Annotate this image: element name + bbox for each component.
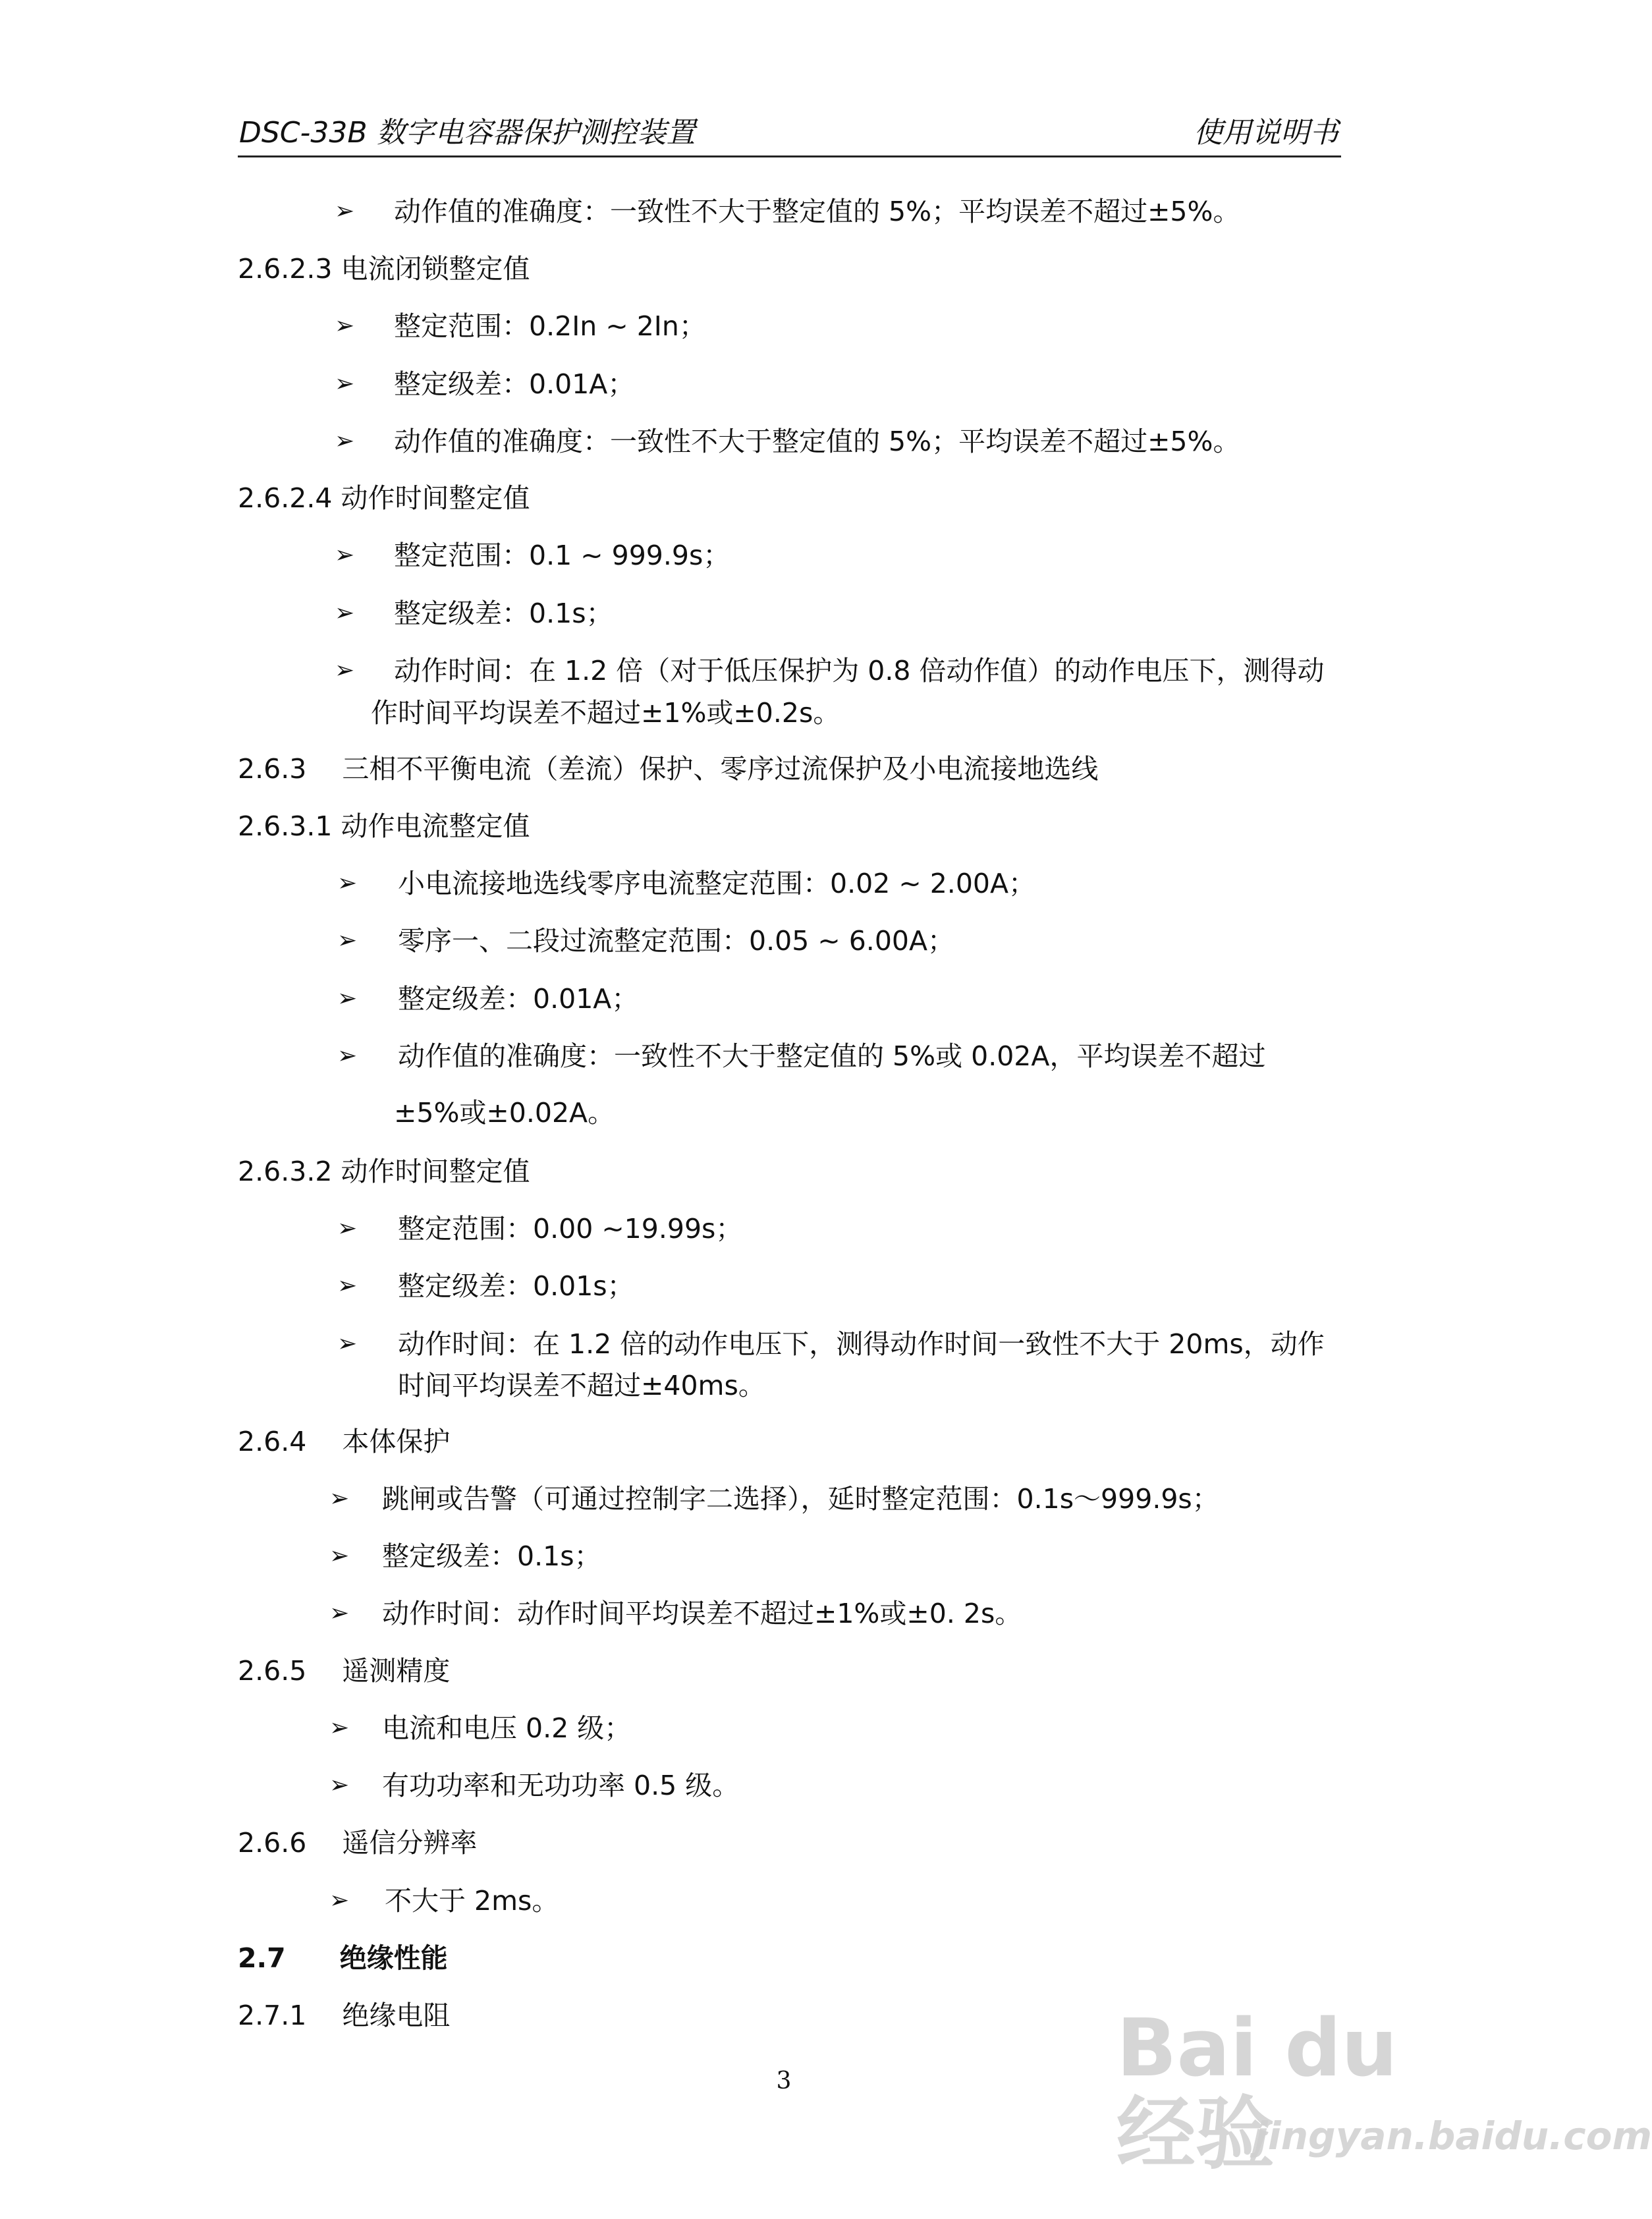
- section-heading: 2.6.2.4 动作时间整定值: [238, 482, 530, 514]
- arrow-bullet-icon: ➢: [329, 1887, 350, 1914]
- list-item-text: 动作时间：在 1.2 倍的动作电压下，测得动作时间一致性不大于 20ms，动作: [398, 1328, 1325, 1360]
- list-item-text: 整定级差：0.01s；: [398, 1270, 634, 1302]
- list-item-text: 电流和电压 0.2 级；: [382, 1712, 632, 1744]
- page-header: [238, 111, 1341, 157]
- arrow-bullet-icon: ➢: [337, 1330, 358, 1357]
- arrow-bullet-icon: ➢: [335, 198, 355, 225]
- arrow-bullet-icon: ➢: [329, 1600, 350, 1627]
- list-item-continuation: 时间平均误差不超过±40ms。: [398, 1370, 765, 1401]
- list-item-text: 跳闸或告警（可通过控制字二选择），延时整定范围：0.1s～999.9s；: [382, 1483, 1219, 1515]
- list-item-continuation: 作时间平均误差不超过±1%或±0.2s。: [371, 697, 840, 729]
- section-heading: 2.7 绝缘性能: [238, 1942, 448, 1974]
- list-item-text: 整定级差：0.1s；: [382, 1540, 601, 1572]
- arrow-bullet-icon: ➢: [337, 870, 358, 897]
- arrow-bullet-icon: ➢: [337, 1272, 358, 1299]
- list-item-text: 小电流接地选线零序电流整定范围：0.02 ~ 2.00A；: [398, 868, 1036, 899]
- list-item-text: 整定级差：0.01A；: [394, 368, 635, 400]
- section-heading: 2.6.6 遥信分辨率: [238, 1827, 478, 1859]
- page-number: 3: [776, 2067, 792, 2094]
- list-item-text: 动作时间：在 1.2 倍（对于低压保护为 0.8 倍动作值）的动作电压下，测得动: [394, 655, 1325, 687]
- arrow-bullet-icon: ➢: [335, 312, 355, 339]
- section-heading: 2.6.4 本体保护: [238, 1426, 451, 1457]
- list-item-text: 动作值的准确度：一致性不大于整定值的 5%；平均误差不超过±5%。: [394, 426, 1240, 457]
- arrow-bullet-icon: ➢: [335, 370, 355, 397]
- section-heading: 2.6.3 三相不平衡电流（差流）保护、零序过流保护及小电流接地选线: [238, 753, 1099, 785]
- arrow-bullet-icon: ➢: [337, 985, 358, 1012]
- arrow-bullet-icon: ➢: [329, 1485, 350, 1512]
- list-item-text: 动作值的准确度：一致性不大于整定值的 5%；平均误差不超过±5%。: [394, 196, 1240, 227]
- arrow-bullet-icon: ➢: [329, 1542, 350, 1569]
- section-heading: 2.6.2.3 电流闭锁整定值: [238, 253, 530, 285]
- header-title: DSC-33B 数字电容器保护测控装置: [239, 116, 696, 150]
- section-heading: 2.6.3.2 动作时间整定值: [238, 1156, 530, 1187]
- list-item-text: 动作时间：动作时间平均误差不超过±1%或±0. 2s。: [382, 1598, 1022, 1629]
- list-item-text: 整定范围：0.1 ~ 999.9s；: [394, 540, 730, 571]
- arrow-bullet-icon: ➢: [337, 1042, 358, 1069]
- list-item-text: 动作值的准确度：一致性不大于整定值的 5%或 0.02A，平均误差不超过: [398, 1040, 1266, 1072]
- list-item-text: 有功功率和无功功率 0.5 级。: [382, 1770, 740, 1801]
- list-item-text: 整定级差：0.1s；: [394, 598, 613, 629]
- arrow-bullet-icon: ➢: [329, 1714, 350, 1741]
- arrow-bullet-icon: ➢: [335, 657, 355, 684]
- baidu-watermark-logo: Bai du 经验: [1116, 2003, 1398, 2180]
- arrow-bullet-icon: ➢: [337, 1215, 358, 1242]
- list-item-text: 零序一、二段过流整定范围：0.05 ~ 6.00A；: [398, 925, 955, 957]
- arrow-bullet-icon: ➢: [337, 927, 358, 954]
- list-item-text: 不大于 2ms。: [385, 1885, 559, 1917]
- section-heading: 2.7.1 绝缘电阻: [238, 2000, 451, 2031]
- list-item-continuation: ±5%或±0.02A。: [394, 1097, 615, 1129]
- arrow-bullet-icon: ➢: [335, 428, 355, 455]
- arrow-bullet-icon: ➢: [335, 542, 355, 569]
- section-heading: 2.6.3.1 动作电流整定值: [238, 810, 530, 842]
- list-item-text: 整定范围：0.2In ~ 2In；: [394, 310, 706, 342]
- list-item-text: 整定范围：0.00 ~19.99s；: [398, 1213, 743, 1245]
- header-doc-type: 使用说明书: [1194, 116, 1338, 150]
- arrow-bullet-icon: ➢: [329, 1772, 350, 1799]
- watermark-url: jingyan.baidu.com: [1255, 2114, 1652, 2158]
- section-heading: 2.6.5 遥测精度: [238, 1655, 451, 1687]
- list-item-text: 整定级差：0.01A；: [398, 983, 639, 1015]
- arrow-bullet-icon: ➢: [335, 600, 355, 627]
